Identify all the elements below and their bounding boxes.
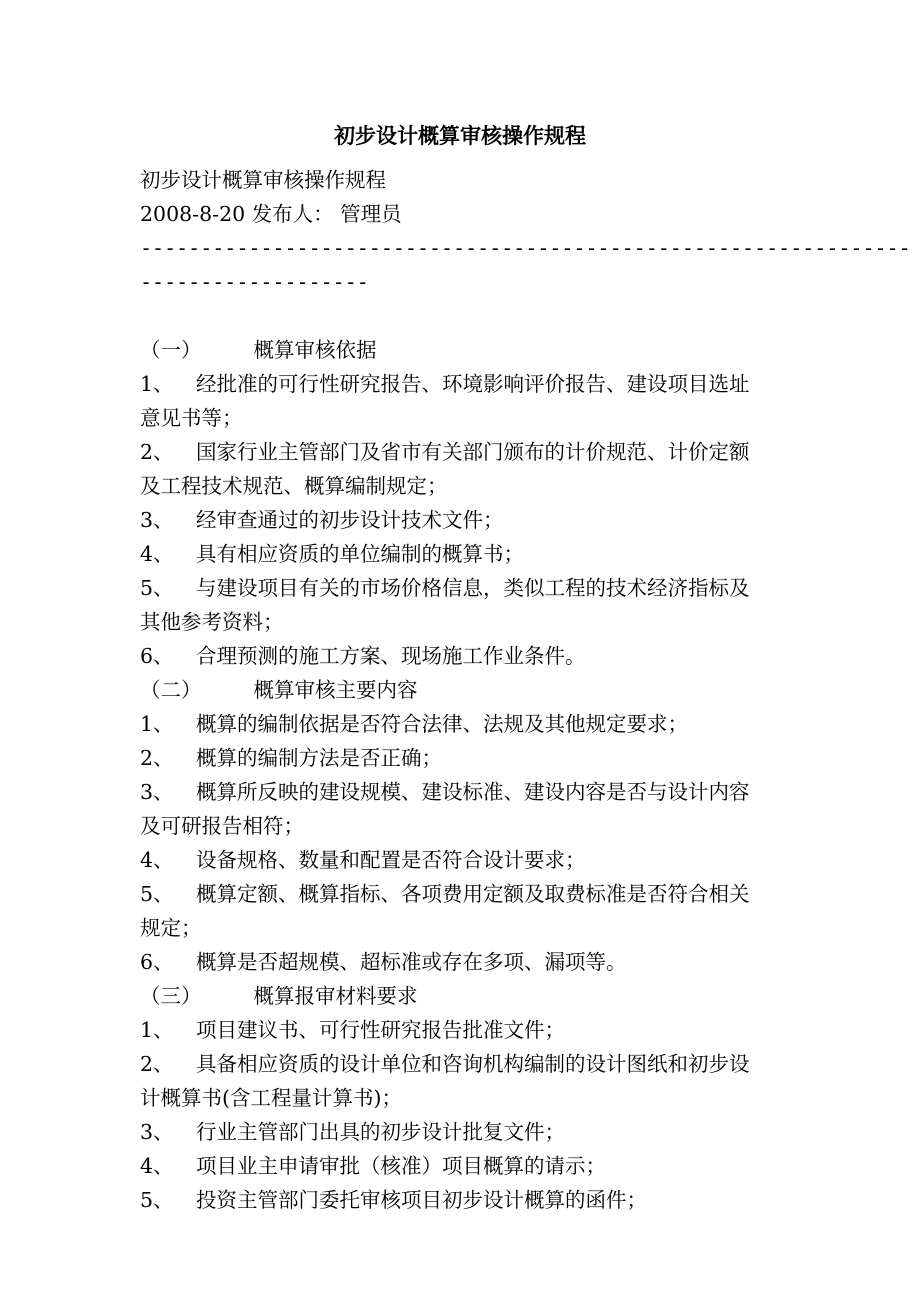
list-item-text: 概算定额、概算指标、各项费用定额及取费标准是否符合相关 (196, 882, 750, 906)
list-item-number: 1、 (140, 1018, 174, 1042)
list-item-number: 1、 (140, 372, 174, 396)
list-item-number: 5、 (140, 882, 174, 906)
list-item-number: 4、 (140, 542, 174, 566)
list-item-text: 经批准的可行性研究报告、环境影响评价报告、建设项目选址 (196, 372, 750, 396)
list-item (140, 435, 790, 469)
list-item-text: 概算所反映的建设规模、建设标准、建设内容是否与设计内容 (196, 780, 750, 804)
list-item-number: 3、 (140, 508, 174, 532)
sections-container (140, 333, 790, 1217)
section-heading-text: 概算报审材料要求 (253, 984, 418, 1008)
list-item (140, 945, 790, 979)
list-item-text: 具有相应资质的单位编制的概算书； (196, 542, 524, 566)
list-item-text: 与建设项目有关的市场价格信息，类似工程的技术经济指标及 (196, 576, 750, 600)
list-item (140, 741, 790, 775)
section-heading-number: （一） (140, 338, 202, 362)
list-item (140, 1183, 790, 1217)
list-item-number: 2、 (140, 1052, 174, 1076)
list-item-number: 4、 (140, 1154, 174, 1178)
section-heading-number: （二） (140, 678, 202, 702)
list-item-continuation: 及可研报告相符； (140, 814, 304, 838)
list-item (140, 503, 790, 537)
list-item-number: 1、 (140, 712, 174, 736)
list-item (140, 1013, 790, 1047)
list-item-text: 投资主管部门委托审核项目初步设计概算的函件； (196, 1188, 647, 1212)
section-heading-text: 概算审核主要内容 (253, 678, 418, 702)
list-item-number: 3、 (140, 780, 174, 804)
document-subtitle: 初步设计概算审核操作规程 (140, 168, 386, 192)
list-item-text: 经审查通过的初步设计技术文件； (196, 508, 504, 532)
list-item (140, 843, 790, 877)
list-item-continuation: 意见书等； (140, 406, 243, 430)
list-item-number: 2、 (140, 746, 174, 770)
list-item-continuation: 规定； (140, 916, 202, 940)
list-item-number: 4、 (140, 848, 174, 872)
section-heading-text: 概算审核依据 (253, 338, 377, 362)
list-item-text: 合理预测的施工方案、现场施工作业条件。 (196, 644, 586, 668)
divider-line-2: ------------------- (140, 270, 369, 294)
list-item-number: 5、 (140, 576, 174, 600)
list-item-number: 2、 (140, 440, 174, 464)
list-item-number: 6、 (140, 950, 174, 974)
section-heading (140, 979, 790, 1013)
list-item-text: 行业主管部门出具的初步设计批复文件； (196, 1120, 565, 1144)
list-item-number: 6、 (140, 644, 174, 668)
section-heading-number: （三） (140, 984, 202, 1008)
list-item-text: 概算是否超规模、超标准或存在多项、漏项等。 (196, 950, 627, 974)
publish-meta: 2008-8-20 发布人： 管理员 (140, 202, 402, 226)
list-item (140, 571, 790, 605)
list-item (140, 367, 790, 401)
section-heading (140, 673, 790, 707)
divider-line-1: ---------------------------------------------------------------- (140, 236, 911, 260)
list-item-number: 5、 (140, 1188, 174, 1212)
blank-line (140, 299, 790, 333)
list-item (140, 1047, 790, 1081)
section-heading (140, 333, 790, 367)
list-item (140, 1149, 790, 1183)
list-item (140, 775, 790, 809)
list-item-text: 设备规格、数量和配置是否符合设计要求； (196, 848, 586, 872)
list-item-text: 项目业主申请审批（核准）项目概算的请示； (196, 1154, 606, 1178)
list-item-text: 概算的编制依据是否符合法律、法规及其他规定要求； (196, 712, 688, 736)
list-item-number: 3、 (140, 1120, 174, 1144)
list-item (140, 1115, 790, 1149)
list-item-text: 国家行业主管部门及省市有关部门颁布的计价规范、计价定额 (196, 440, 750, 464)
document-title: 初步设计概算审核操作规程 (334, 123, 586, 148)
document-body (140, 163, 911, 1217)
list-item-text: 具备相应资质的设计单位和咨询机构编制的设计图纸和初步设 (196, 1052, 750, 1076)
list-item-text: 概算的编制方法是否正确； (196, 746, 442, 770)
list-item-text: 项目建议书、可行性研究报告批准文件； (196, 1018, 565, 1042)
list-item-continuation: 计概算书(含工程量计算书)； (140, 1086, 402, 1110)
list-item-continuation: 及工程技术规范、概算编制规定； (140, 474, 448, 498)
list-item (140, 537, 790, 571)
list-item (140, 639, 790, 673)
list-item (140, 707, 790, 741)
list-item-continuation: 其他参考资料； (140, 610, 284, 634)
list-item (140, 877, 790, 911)
